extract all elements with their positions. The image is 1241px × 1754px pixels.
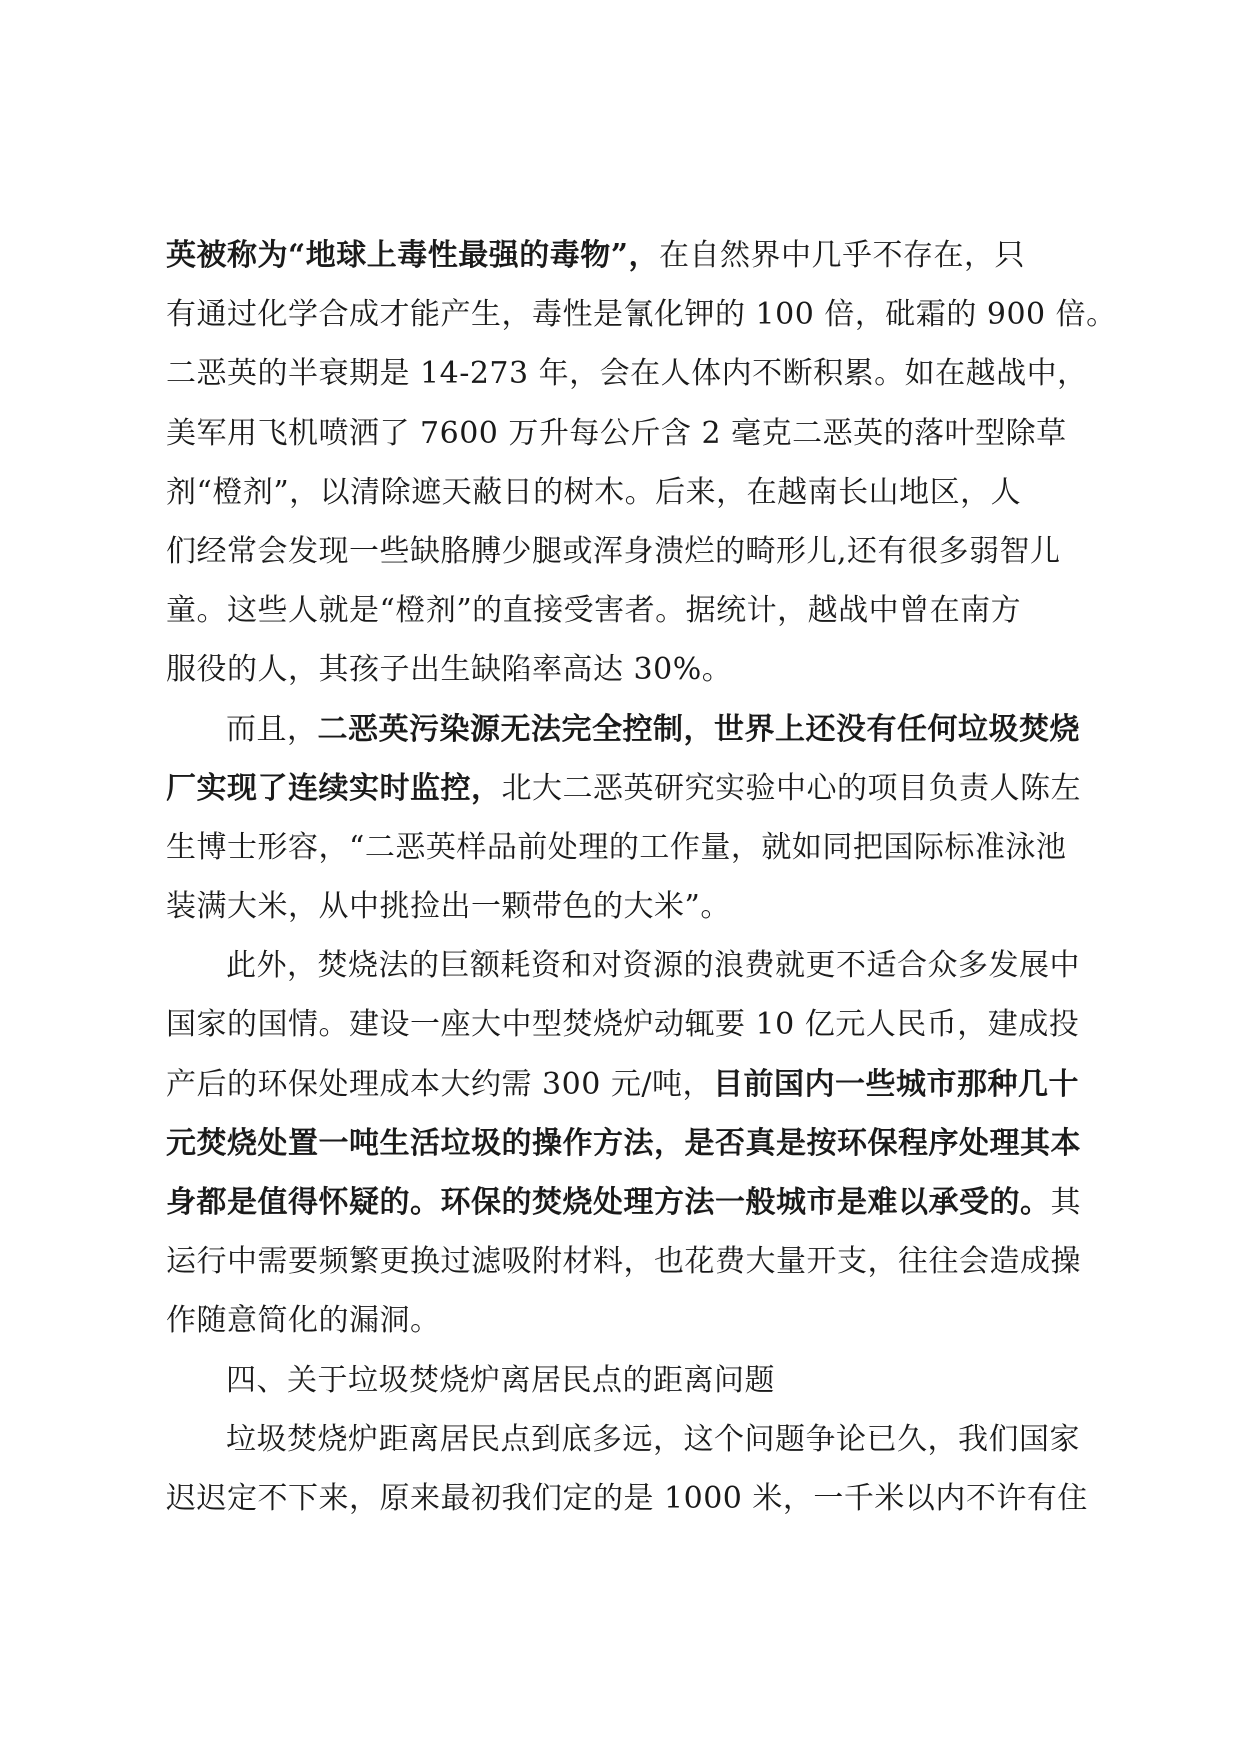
text-run: 们经常会发现一些缺胳膊少腿或浑身溃烂的畸形儿,还有很多弱智儿 — [166, 533, 1061, 569]
text-line — [166, 1173, 1081, 1232]
heading-text: 四、关于垃圾焚烧炉离居民点的距离问题 — [226, 1362, 775, 1398]
text-line — [166, 1114, 1081, 1173]
text-run: 童。这些人就是“橙剂”的直接受害者。据统计，越战中曾在南方 — [166, 593, 1022, 629]
text-line — [166, 1232, 1081, 1291]
text-line — [166, 1291, 1078, 1350]
text-run: 而且， — [226, 711, 318, 747]
text-line — [166, 522, 1078, 581]
text-run: 迟迟定不下来，原来最初我们定的是 1000 米，一千米以内不许有住 — [166, 1480, 1088, 1516]
text-line — [166, 1055, 1078, 1114]
text-bold: 英被称为“地球上毒性最强的毒物”， — [166, 238, 660, 273]
text-run: 剂“橙剂”，以清除遮天蔽日的树木。后来，在越南长山地区，人 — [166, 474, 1022, 510]
text-run: 北大二恶英研究实验中心的项目负责人陈左 — [501, 770, 1081, 806]
paragraph-start-line — [166, 936, 1078, 995]
text-run: 国家的国情。建设一座大中型焚烧炉动辄要 10 亿元人民币，建成投 — [166, 1007, 1080, 1043]
text-bold: 目前国内一些城市那种几十 — [712, 1066, 1079, 1102]
text-run: 装满大米，从中挑捡出一颗带色的大米”。 — [166, 889, 731, 925]
paragraph-start-line — [166, 1410, 1078, 1469]
text-line — [166, 463, 1078, 522]
document-page — [166, 226, 1117, 1528]
text-line — [166, 1469, 1088, 1528]
text-line — [166, 344, 1088, 403]
text-line — [166, 759, 1081, 818]
text-run: 在自然界中几乎不存在，只 — [659, 238, 1026, 273]
text-run: 有通过化学合成才能产生，毒性是氰化钾的 100 倍，砒霜的 900 倍。 — [166, 297, 1117, 333]
text-line — [166, 877, 1078, 936]
text-line — [166, 640, 1078, 699]
text-line — [166, 818, 1078, 877]
text-bold: 身都是值得怀疑的。环保的焚烧处理方法一般城市是难以承受的。 — [166, 1185, 1051, 1220]
paragraph-start-line — [166, 700, 1078, 759]
text-run: 二恶英的半衰期是 14-273 年，会在人体内不断积累。如在越战中， — [166, 356, 1088, 392]
text-run: 生博士形容，“二恶英样品前处理的工作量，就如同把国际标准泳池 — [166, 829, 1067, 865]
text-run: 垃圾焚烧炉距离居民点到底多远，这个问题争论已久，我们国家 — [226, 1421, 1080, 1457]
text-line — [166, 226, 1078, 285]
text-run: 其 — [1050, 1185, 1081, 1220]
text-run: 此外，焚烧法的巨额耗资和对资源的浪费就更不适合众多发展中 — [226, 948, 1080, 984]
text-run: 产后的环保处理成本大约需 300 元/吨， — [166, 1066, 713, 1102]
text-run: 运行中需要频繁更换过滤吸附材料，也花费大量开支，往往会造成操 — [166, 1244, 1081, 1280]
text-line — [166, 285, 1117, 344]
text-bold: 二恶英污染源无法完全控制，世界上还没有任何垃圾焚烧 — [317, 711, 1080, 747]
text-bold: 元焚烧处置一吨生活垃圾的操作方法，是否真是按环保程序处理其本 — [166, 1125, 1081, 1161]
text-line — [166, 404, 1078, 463]
text-bold: 厂实现了连续实时监控， — [166, 770, 502, 806]
text-run: 服役的人，其孩子出生缺陷率高达 30%。 — [166, 652, 733, 688]
text-run: 美军用飞机喷洒了 7600 万升每公斤含 2 毫克二恶英的落叶型除草 — [166, 415, 1067, 451]
section-heading — [166, 1351, 1078, 1410]
text-line — [166, 995, 1078, 1054]
text-line — [166, 581, 1078, 640]
text-run: 作随意简化的漏洞。 — [166, 1303, 441, 1339]
